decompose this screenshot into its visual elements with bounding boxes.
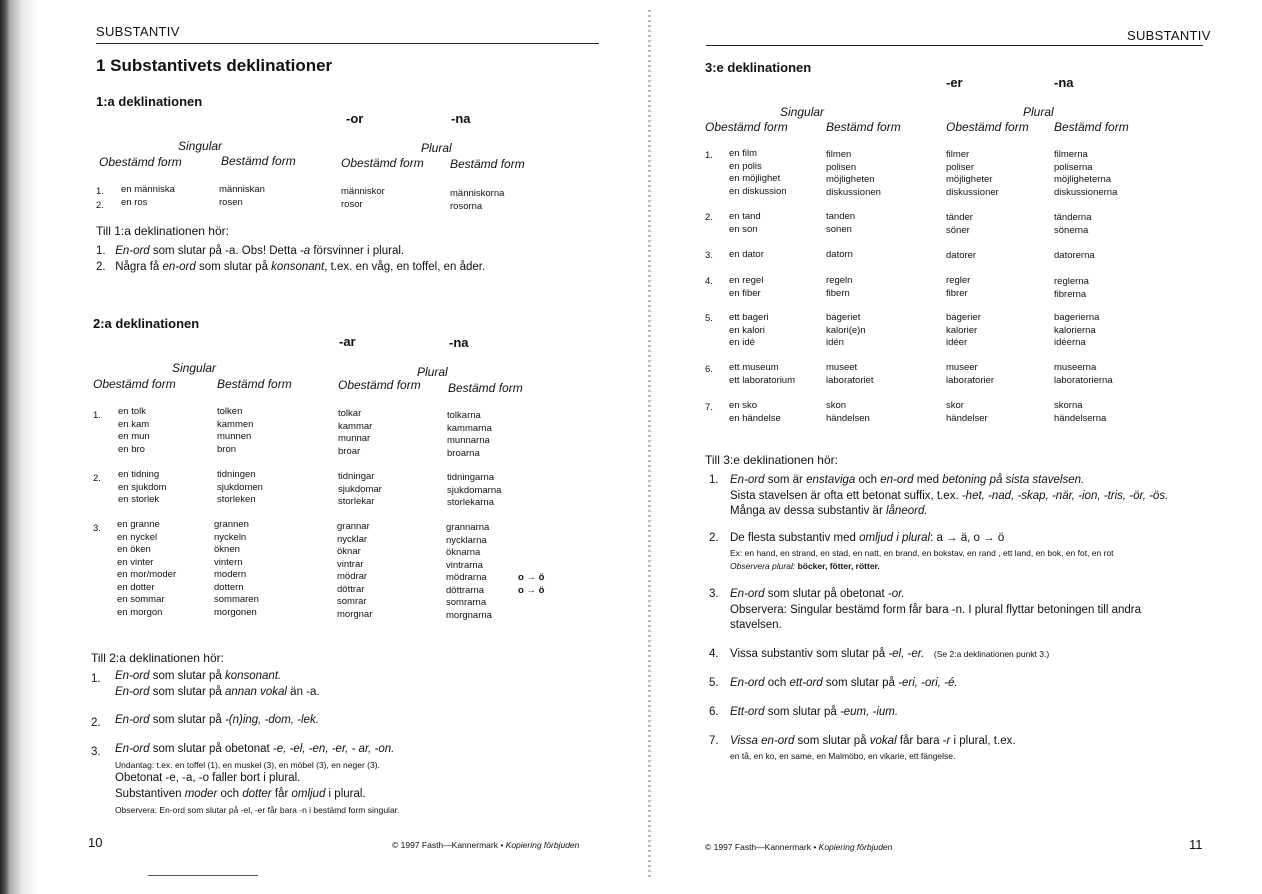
decl2-singular-label: Singular [172, 361, 217, 375]
decl3-g4-indef-pl: regler fibrer [946, 275, 971, 299]
decl3-group-number: 3. [705, 250, 713, 261]
decl3-group-number: 7. [705, 402, 713, 413]
decl3-singular-label: Singular [780, 105, 825, 119]
decl3-g7-def-pl: skorna händelserna [1054, 400, 1107, 424]
decl3-g6-indef-pl: museer laboratorier [946, 362, 995, 386]
decl3-note-1: En-ord som är enstaviga och en-ord med betoning på sista stavelsen. Sista stavelsen är ofta ett betonat suffix, t.ex. -het, -nad, -skap, -när, -ion, -tris, -ör, -ös. Många av dessa substantiv är låneord. [730, 474, 1169, 517]
decl3-g4-indef-sg: en regel en fiber [729, 275, 764, 299]
decl1-col-header: Obestämd form [99, 155, 182, 169]
decl3-g3-indef-pl: datorer [946, 250, 977, 261]
decl3-note-6: Ett-ord som slutar på -eum, -ium. [730, 706, 899, 718]
decl3-col-header: Bestämd form [826, 120, 901, 134]
decl3-col-header: Obestämd form [705, 120, 788, 134]
decl3-note-2-observe: Observera plural: böcker, fötter, rötter. [730, 561, 880, 571]
decl3-g5-def-pl: bagerierna kalorierna idéerna [1054, 312, 1100, 348]
decl2-note-3-exception: Undantag: t.ex. en toffel (1), en muskel (3), en möbel (3), en neger (3). [115, 760, 380, 770]
decl1-col-header: Obestämd form [341, 156, 424, 170]
decl3-g2-def-pl: tänderna sönerna [1054, 212, 1092, 236]
decl3-group-number: 5. [705, 313, 713, 324]
decl2-g2-indef-pl: tidningar sjukdomar storlekar [338, 471, 382, 507]
decl2-note-2: En-ord som slutar på -(n)ing, -dom, -lek. [115, 714, 319, 726]
decl3-group-number: 4. [705, 276, 713, 287]
decl2-g1-def-sg: tolken kammen munnen bron [217, 406, 254, 455]
decl2-col-header: Obestämd form [93, 377, 176, 391]
decl3-note-7: Vissa en-ord som slutar på vokal får bara -r i plural, t.ex. [730, 735, 1016, 747]
decl3-g6-def-pl: museerna laboratorierna [1054, 362, 1113, 386]
decl1-col-indef-pl: människor rosor [341, 186, 385, 210]
decl3-notes-title: Till 3:e deklinationen hör: [705, 453, 838, 467]
decl3-g7-def-sg: skon händelsen [826, 400, 870, 424]
umlaut-note: o → ö [518, 585, 545, 596]
decl1-col-header: Bestämd form [450, 157, 525, 171]
decl3-g1-def-pl: filmerna poliserna möjligheterna diskussionerna [1054, 149, 1118, 198]
decl3-note-number: 3. [709, 588, 719, 600]
decl2-g3-indef-pl: grannar nycklar öknar vintrar mödrar döttrar somrar morgnar [337, 521, 373, 620]
decl1-col-header: Bestämd form [221, 154, 296, 168]
page-edge-shadow [0, 0, 38, 894]
decl2-note-3-line: Obetonat -e, -a, -o faller bort i plural. [115, 772, 301, 784]
decl3-group-number: 6. [705, 364, 713, 375]
decl3-note-4: Vissa substantiv som slutar på -el, -er. (Se 2:a deklinationen punkt 3.) [730, 648, 1050, 660]
decl2-g1-def-pl: tolkarna kammarna munnarna broarna [447, 410, 492, 459]
decl2-g1-indef-pl: tolkar kammar munnar broar [338, 408, 373, 457]
decl3-g5-indef-sg: ett bageri en kalori en idé [729, 312, 769, 348]
decl3-col-header: Bestämd form [1054, 120, 1129, 134]
decl1-col-indef-sg: en människa en ros [121, 184, 175, 208]
decl2-suffix-ar: -ar [339, 334, 356, 349]
decl2-note-number: 2. [91, 717, 101, 729]
decl2-note-3-line: Substantiven moder och dotter får omljud i plural. [115, 788, 366, 800]
decl2-col-header: Bestämd form [448, 381, 523, 395]
decl2-g2-def-sg: tidningen sjukdomen storleken [217, 469, 263, 505]
decl2-suffix-na: -na [449, 335, 469, 350]
decl3-g3-indef-sg: en dator [729, 249, 764, 260]
umlaut-note: o → ö [518, 572, 545, 583]
decl3-g1-def-sg: filmen polisen möjligheten diskussionen [826, 149, 881, 198]
footer-right: © 1997 Fasth—Kannermark • Kopiering förbjuden [705, 842, 893, 852]
decl3-g7-indef-sg: en sko en händelse [729, 400, 781, 424]
decl2-note-number: 1. [91, 673, 101, 685]
decl2-note-number: 3. [91, 746, 101, 758]
decl2-g3-def-sg: grannen nyckeln öknen vintern modern dottern sommaren morgonen [214, 519, 259, 618]
decl2-g2-indef-sg: en tidning en sjukdom en storlek [118, 469, 167, 505]
decl2-notes-title: Till 2:a deklinationen hör: [91, 651, 224, 665]
decl3-suffix-er: -er [946, 75, 963, 90]
decl3-note-number: 1. [709, 474, 719, 486]
decl2-g3-indef-sg: en granne en nyckel en öken en vinter en mor/moder en dotter en sommar en morgon [117, 519, 177, 618]
running-head-right: SUBSTANTIV [1127, 28, 1211, 43]
bottom-mark [148, 875, 258, 876]
decl3-plural-label: Plural [1023, 105, 1054, 119]
decl3-note-7-examples: en tå, en ko, en same, en Malmöbo, en vikarie, ett fängelse. [730, 751, 956, 761]
decl1-suffix-na: -na [451, 111, 471, 126]
decl1-group-number: 2. [96, 200, 104, 211]
decl1-heading: 1:a deklinationen [96, 94, 203, 109]
decl1-singular-label: Singular [178, 139, 223, 153]
decl2-note-1: En-ord som slutar på konsonant. En-ord som slutar på annan vokal än -a. [115, 670, 320, 698]
decl3-note-2: De flesta substantiv med omljud i plural: a → ä, o → ö [730, 532, 1005, 544]
decl2-col-header: Obestämd form [338, 378, 421, 392]
book-gutter [648, 10, 651, 880]
decl3-group-number: 1. [705, 150, 713, 161]
footer-left: © 1997 Fasth—Kannermark • Kopiering förbjuden [392, 840, 580, 850]
decl2-group-number: 2. [93, 473, 101, 484]
page-number-right: 11 [1189, 837, 1203, 852]
decl3-heading: 3:e deklinationen [705, 60, 812, 75]
decl2-group-number: 3. [93, 523, 101, 534]
decl2-note-3: En-ord som slutar på obetonat -e, -el, -en, -er, - ar, -on. [115, 743, 395, 755]
decl3-note-number: 7. [709, 735, 719, 747]
decl3-g2-indef-sg: en tand en son [729, 211, 761, 235]
decl3-note-number: 6. [709, 706, 719, 718]
decl3-note-number: 5. [709, 677, 719, 689]
decl3-g5-indef-pl: bagerier kalorier idéer [946, 312, 981, 348]
decl3-g5-def-sg: bageriet kalori(e)n idén [826, 312, 866, 348]
decl1-notes-title: Till 1:a deklinationen hör: [96, 224, 229, 238]
running-head-left: SUBSTANTIV [96, 24, 180, 39]
decl2-col-header: Bestämd form [217, 377, 292, 391]
decl1-plural-label: Plural [421, 141, 452, 155]
decl1-col-def-sg: människan rosen [219, 184, 265, 208]
decl3-g6-def-sg: museet laboratoriet [826, 362, 874, 386]
decl3-g4-def-sg: regeln fibern [826, 275, 853, 299]
decl3-g4-def-pl: reglerna fibrerna [1054, 276, 1089, 300]
decl1-group-number: 1. [96, 186, 104, 197]
decl3-col-header: Obestämd form [946, 120, 1029, 134]
chapter-title: 1 Substantivets deklinationer [96, 56, 333, 75]
decl3-g3-def-pl: datorerna [1054, 250, 1095, 261]
decl3-suffix-na: -na [1054, 75, 1074, 90]
decl3-group-number: 2. [705, 212, 713, 223]
decl1-note: 2. Några få en-ord som slutar på konsonant, t.ex. en våg, en toffel, en åder. [96, 261, 486, 273]
decl2-g1-indef-sg: en tolk en kam en mun en bro [118, 406, 150, 455]
decl2-heading: 2:a deklinationen [93, 316, 200, 331]
decl3-g2-def-sg: tanden sonen [826, 211, 856, 235]
decl3-g1-indef-pl: filmer poliser möjligheter diskussioner [946, 149, 999, 198]
decl3-g1-indef-sg: en film en polis en möjlighet en diskussion [729, 148, 787, 197]
decl3-note-number: 4. [709, 648, 719, 660]
decl3-g3-def-sg: datorn [826, 249, 853, 260]
decl2-g2-def-pl: tidningarna sjukdomarna storlekarna [447, 472, 502, 508]
decl3-note-3: En-ord som slutar på obetonat -or. Observera: Singular bestämd form får bara -n. I plural flyttar betoningen till andra stavelsen. [730, 588, 1142, 631]
decl3-g6-indef-sg: ett museum ett laboratorium [729, 362, 796, 386]
decl3-note-5: En-ord och ett-ord som slutar på -eri, -ori, -é. [730, 677, 958, 689]
decl2-group-number: 1. [93, 410, 101, 421]
page-number-left: 10 [88, 835, 103, 850]
decl2-plural-label: Plural [417, 365, 448, 379]
decl1-note: 1. En-ord som slutar på -a. Obs! Detta -a försvinner i plural. [96, 245, 405, 257]
decl1-col-def-pl: människorna rosorna [450, 188, 505, 212]
decl3-note-number: 2. [709, 532, 719, 544]
decl3-g7-indef-pl: skor händelser [946, 400, 988, 424]
header-rule-right [706, 45, 1203, 46]
decl3-g2-indef-pl: tänder söner [946, 212, 973, 236]
decl2-note-3-observe: Observera: En-ord som slutar på -el, -er får bara -n i bestämd form singular. [115, 805, 400, 815]
decl3-note-2-examples: Ex: en hand, en strand, en stad, en natt, en brand, en bokstav, en rand , ett land, en bok, en fot, en rot [730, 548, 1114, 558]
decl1-suffix-or: -or [346, 111, 364, 126]
decl2-g3-def-pl: grannarna nycklarna öknarna vintrarna mödrarna döttrarna somrarna morgnarna [446, 522, 492, 621]
header-rule-left [96, 43, 599, 44]
